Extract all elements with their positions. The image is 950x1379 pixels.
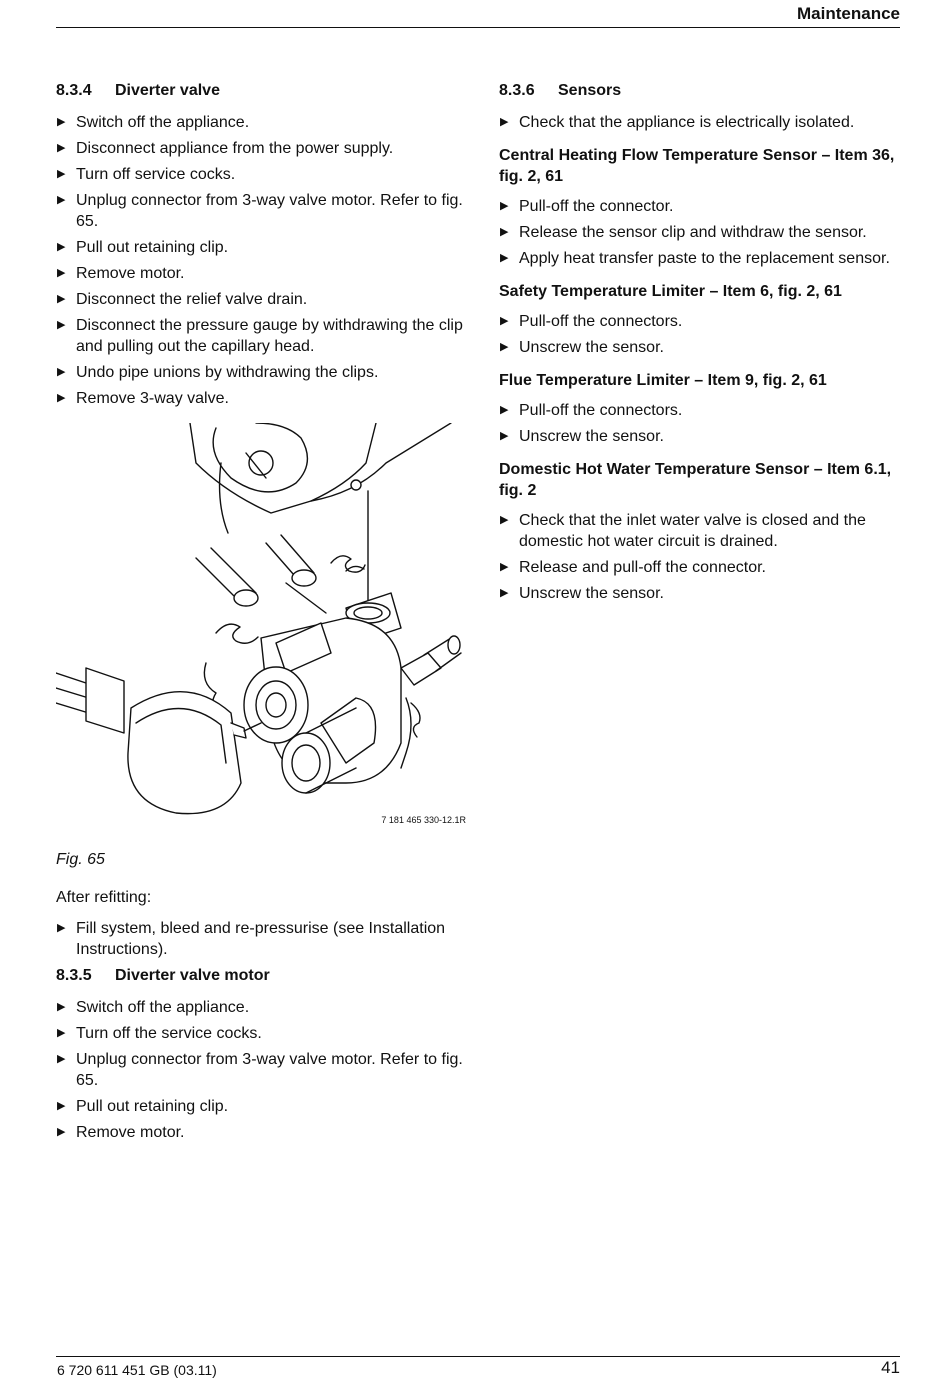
bullet-arrow-icon: ▶ — [57, 922, 66, 934]
header-divider — [56, 27, 900, 28]
bullet-arrow-icon: ▶ — [500, 116, 509, 128]
section-number: 8.3.5 — [56, 967, 92, 984]
page-header-title: Maintenance — [797, 4, 900, 23]
step-item: ▶ Unplug connector from 3-way valve motor. Refer to fig. 65. — [57, 1051, 463, 1089]
footer-document-code: 6 720 611 451 GB (03.11) — [57, 1362, 217, 1378]
step-item: ▶ Unscrew the sensor. — [500, 428, 664, 445]
step-item: ▶ Pull-off the connector. — [500, 198, 674, 215]
section-title: Diverter valve motor — [115, 967, 270, 984]
bullet-arrow-icon: ▶ — [57, 241, 66, 253]
bullet-arrow-icon: ▶ — [500, 252, 509, 264]
step-list-ch-flow-sensor — [499, 196, 909, 269]
bullet-arrow-icon: ▶ — [500, 315, 509, 327]
step-item: ▶ Disconnect appliance from the power supply. — [57, 140, 394, 157]
step-list-diverter-valve — [56, 112, 466, 409]
section-number: 8.3.4 — [56, 82, 92, 99]
section-heading-8-3-4 — [56, 80, 466, 102]
bullet-arrow-icon: ▶ — [57, 168, 66, 180]
step-item: ▶ Undo pipe unions by withdrawing the clips. — [57, 364, 379, 381]
section-heading-8-3-5 — [56, 965, 466, 987]
step-item: ▶ Unplug connector from 3-way valve motor. Refer to fig. 65. — [57, 192, 463, 230]
bullet-arrow-icon: ▶ — [57, 1100, 66, 1112]
bullet-arrow-icon: ▶ — [57, 142, 66, 154]
step-item: ▶ Turn off the service cocks. — [57, 1025, 262, 1042]
figure-reference-code: 7 181 465 330-12.1R — [381, 815, 466, 825]
bullet-arrow-icon: ▶ — [500, 587, 509, 599]
step-list-sensors-intro — [499, 112, 909, 133]
step-item: ▶ Disconnect the relief valve drain. — [57, 291, 308, 308]
step-item: ▶ Pull out retaining clip. — [57, 1098, 229, 1115]
bullet-arrow-icon: ▶ — [57, 366, 66, 378]
section-title: Sensors — [558, 82, 622, 99]
subheading-flue-limiter: Flue Temperature Limiter – Item 9, fig. 2, 61 — [499, 372, 827, 389]
bullet-arrow-icon: ▶ — [57, 1053, 66, 1065]
section-title: Diverter valve — [115, 82, 220, 99]
step-item: ▶ Remove motor. — [57, 1124, 185, 1141]
page-number: 41 — [881, 1358, 900, 1377]
bullet-arrow-icon: ▶ — [57, 194, 66, 206]
after-refitting-label: After refitting: — [56, 889, 152, 906]
section-number: 8.3.6 — [499, 82, 535, 99]
step-item: ▶ Unscrew the sensor. — [500, 585, 664, 602]
bullet-arrow-icon: ▶ — [500, 341, 509, 353]
step-item: ▶ Fill system, bleed and re-pressurise (see Installation Instructions). — [57, 920, 446, 958]
step-list-flue-limiter — [499, 400, 909, 447]
section-heading-8-3-6 — [499, 80, 909, 102]
step-list-after-refitting — [56, 918, 466, 960]
bullet-arrow-icon: ▶ — [57, 392, 66, 404]
figure-65-diverter-valve-exploded-view — [56, 423, 466, 823]
bullet-arrow-icon: ▶ — [500, 404, 509, 416]
step-item: ▶ Release and pull-off the connector. — [500, 559, 766, 576]
diverter-valve-illustration — [56, 423, 466, 815]
bullet-arrow-icon: ▶ — [500, 226, 509, 238]
bullet-arrow-icon: ▶ — [57, 1027, 66, 1039]
bullet-arrow-icon: ▶ — [57, 267, 66, 279]
step-item: ▶ Pull out retaining clip. — [57, 239, 229, 256]
bullet-arrow-icon: ▶ — [500, 561, 509, 573]
bullet-arrow-icon: ▶ — [500, 200, 509, 212]
step-item: ▶ Apply heat transfer paste to the replacement sensor. — [500, 250, 890, 267]
footer-divider — [56, 1356, 900, 1357]
step-list-dhw-sensor — [499, 510, 909, 604]
step-item: ▶ Remove 3-way valve. — [57, 390, 229, 407]
right-column — [499, 80, 909, 609]
step-item: ▶ Release the sensor clip and withdraw the sensor. — [500, 224, 867, 241]
bullet-arrow-icon: ▶ — [500, 514, 509, 526]
step-item: ▶ Unscrew the sensor. — [500, 339, 664, 356]
bullet-arrow-icon: ▶ — [57, 319, 66, 331]
bullet-arrow-icon: ▶ — [57, 1001, 66, 1013]
subheading-safety-limiter: Safety Temperature Limiter – Item 6, fig. 2, 61 — [499, 283, 842, 300]
step-item: ▶ Switch off the appliance. — [57, 114, 250, 131]
bullet-arrow-icon: ▶ — [57, 293, 66, 305]
step-item: ▶ Check that the appliance is electrically isolated. — [500, 114, 855, 131]
bullet-arrow-icon: ▶ — [57, 116, 66, 128]
step-item: ▶ Pull-off the connectors. — [500, 402, 683, 419]
step-item: ▶ Remove motor. — [57, 265, 185, 282]
figure-caption: Fig. 65 — [56, 851, 105, 868]
step-item: ▶ Turn off service cocks. — [57, 166, 236, 183]
left-column — [56, 80, 466, 1148]
bullet-arrow-icon: ▶ — [500, 430, 509, 442]
bullet-arrow-icon: ▶ — [57, 1126, 66, 1138]
step-list-safety-limiter — [499, 311, 909, 358]
subheading-dhw-sensor: Domestic Hot Water Temperature Sensor – Item 6.1, fig. 2 — [499, 461, 892, 499]
step-item: ▶ Disconnect the pressure gauge by withdrawing the clip and pulling out the capillary head. — [57, 317, 463, 355]
step-list-diverter-valve-motor — [56, 997, 466, 1143]
subheading-ch-flow-sensor: Central Heating Flow Temperature Sensor – Item 36, fig. 2, 61 — [499, 147, 895, 185]
step-item: ▶ Check that the inlet water valve is closed and the domestic hot water circuit is drained. — [500, 512, 866, 550]
step-item: ▶ Pull-off the connectors. — [500, 313, 683, 330]
step-item: ▶ Switch off the appliance. — [57, 999, 250, 1016]
